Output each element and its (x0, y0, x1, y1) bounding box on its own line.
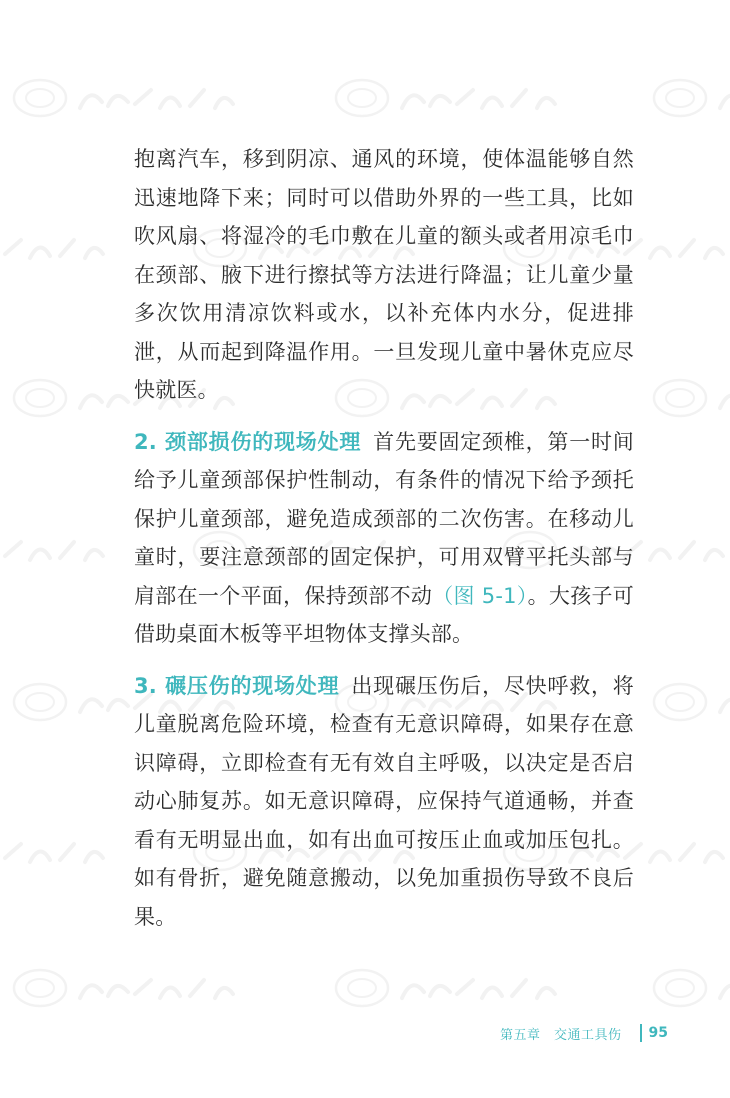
section-heading-neck-injury: 2. 颈部损伤的现场处理 (134, 429, 362, 454)
chapter-title: 第五章 交通工具伤 (500, 1027, 622, 1043)
figure-reference-link[interactable]: （图 5-1） (432, 583, 528, 608)
section-heading-crush-injury: 3. 碾压伤的现场处理 (134, 673, 340, 698)
page-body (134, 140, 634, 936)
section-text-tail: 。大孩子可借助桌面木板等平坦物体支撑头部。 (134, 583, 635, 646)
page-number: 95 (648, 1025, 668, 1041)
section-text: 出现碾压伤后，尽快呼救，将儿童脱离危险环境，检查有无意识障碍，如果存在意识障碍，立即检查有无有效自主呼吸，以决定是否启动心肺复苏。如无意识障碍，应保持气道通畅，并查看有无明显出血，如有出血可按压止血或加压包扎。如有骨折，避免随意搬动，以免加重损伤导致不良后果。 (134, 673, 634, 929)
section-neck-injury (134, 423, 634, 654)
footer-divider (640, 1024, 642, 1042)
section-text: 首先要固定颈椎，第一时间给予儿童颈部保护性制动，有条件的情况下给予颈托保护儿童颈部，避免造成颈部的二次伤害。在移动儿童时，要注意颈部的固定保护，可用双臂平托头部与肩部在一个平面，保持颈部不动 (134, 429, 634, 608)
paragraph-heatstroke-continued (134, 140, 634, 410)
section-crush-injury (134, 667, 634, 937)
page-footer (500, 1022, 668, 1044)
paragraph-text: 抱离汽车，移到阴凉、通风的环境，使体温能够自然迅速地降下来；同时可以借助外界的一些工具，比如吹风扇、将湿冷的毛巾敷在儿童的额头或者用凉毛巾在颈部、腋下进行擦拭等方法进行降温；让儿童少量多次饮用清凉饮料或水，以补充体内水分，促进排泄，从而起到降温作用。一旦发现儿童中暑休克应尽快就医。 (134, 147, 634, 402)
